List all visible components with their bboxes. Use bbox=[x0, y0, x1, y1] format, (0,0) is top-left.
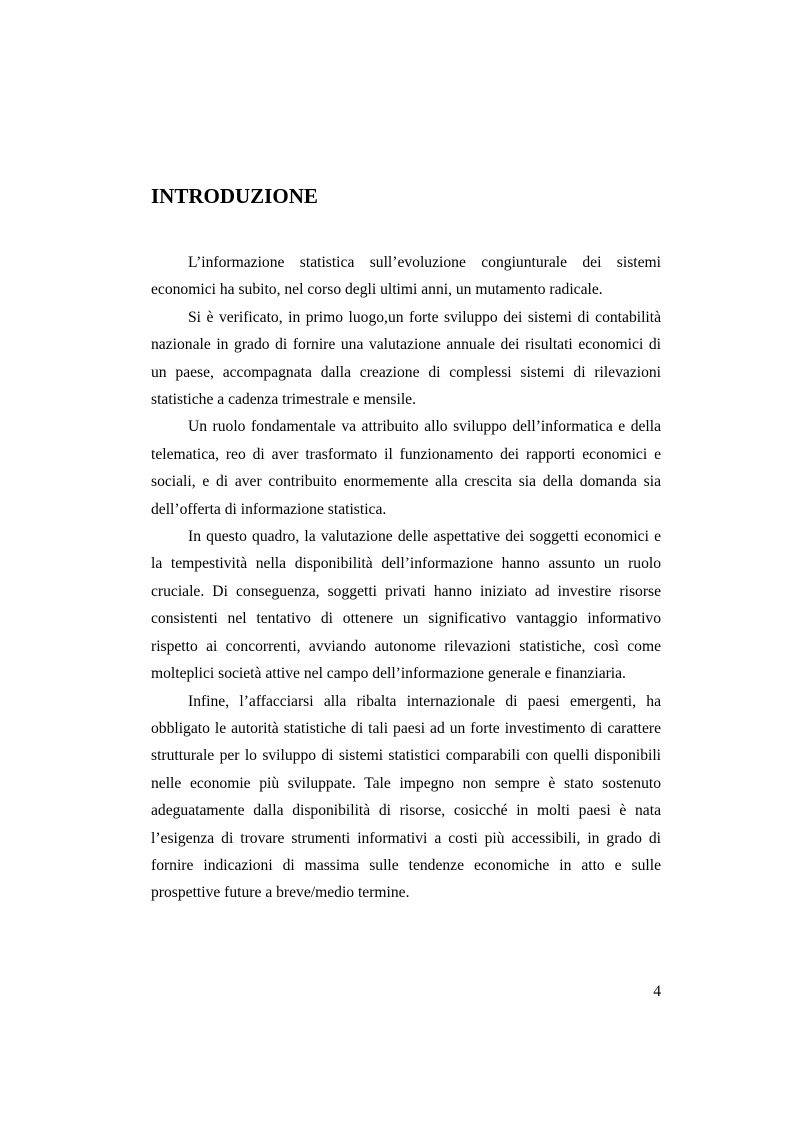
page-number: 4 bbox=[653, 983, 661, 1000]
page-title: INTRODUZIONE bbox=[151, 184, 318, 208]
paragraph-3: Un ruolo fondamentale va attribuito allo sviluppo dell’informatica e della telematica, reo di aver trasformato il funzionamento dei rapporti economici e sociali, e di aver contribuito enormemente alla crescita sia della domanda sia dell’offerta di informazione statistica. bbox=[151, 418, 661, 518]
paragraph-2: Si è verificato, in primo luogo,un forte sviluppo dei sistemi di contabilità nazionale in grado di fornire una valutazione annuale dei risultati economici di un paese, accompagnata dalla creazione di complessi sistemi di rilevazioni statistiche a cadenza trimestrale e mensile. bbox=[151, 308, 661, 409]
paragraph-4: In questo quadro, la valutazione delle aspettative dei soggetti economici e la tempestività nella disponibilità dell’informazione hanno assunto un ruolo cruciale. Di conseguenza, soggetti privati hanno iniziato ad investire risorse consistenti nel tentativo di ottenere un significativo vantaggio informativo rispetto ai concorrenti, avviando autonome rilevazioni statistiche, così come molteplici società attive nel campo dell’informazione generale e finanziaria. bbox=[151, 528, 661, 683]
body-text bbox=[151, 249, 661, 907]
paragraph-5: Infine, l’affacciarsi alla ribalta internazionale di paesi emergenti, ha obbligato le autorità statistiche di tali paesi ad un forte investimento di carattere strutturale per lo sviluppo di sistemi statistici comparabili con quelli disponibili nelle economie più sviluppate. Tale impegno non sempre è stato sostenuto adeguatamente dalla disponibilità di risorse, cosicché in molti paesi è nata l’esigenza di trovare strumenti informativi a costi più accessibili, in grado di fornire indicazioni di massima sulle tendenze economiche in atto e sulle prospettive future a breve/medio termine. bbox=[151, 692, 661, 902]
paragraph-1: L’informazione statistica sull’evoluzione congiunturale dei sistemi economici ha subito, nel corso degli ultimi anni, un mutamento radicale. bbox=[151, 254, 661, 299]
